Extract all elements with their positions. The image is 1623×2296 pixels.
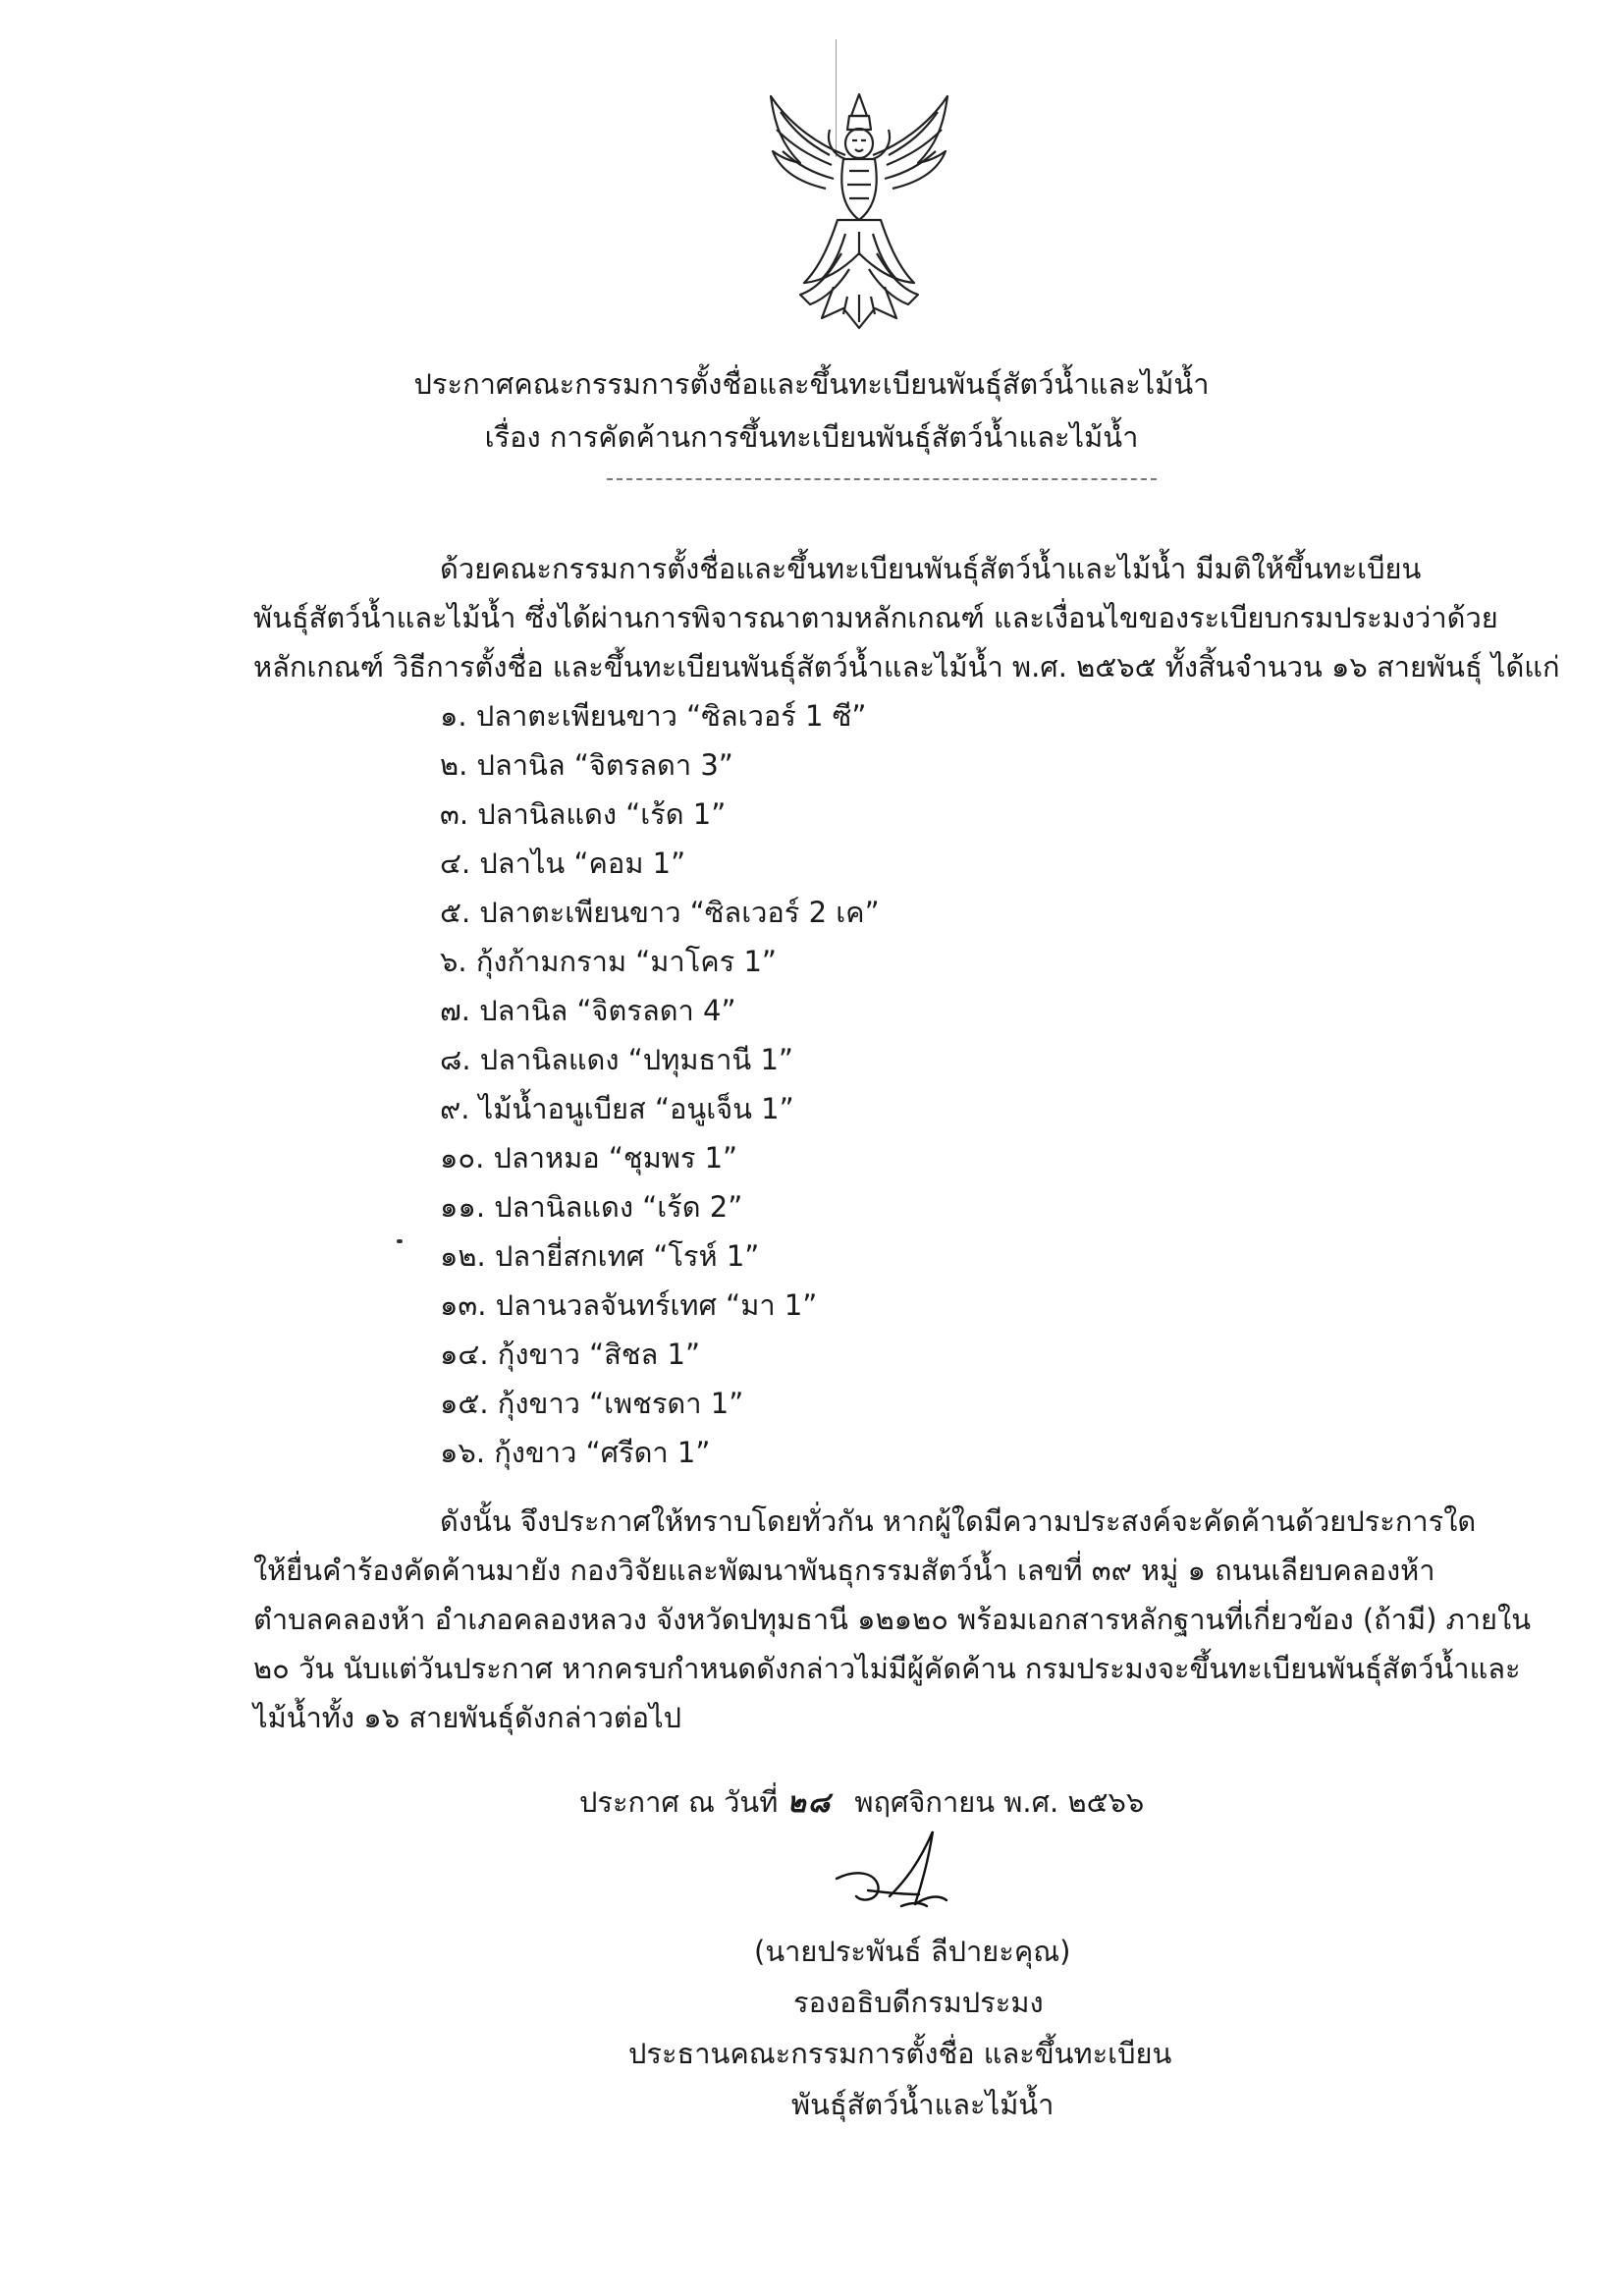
species-item: ๑๕. กุ้งขาว “เพชรดา 1” [440, 1387, 744, 1420]
species-item: ๑๐. ปลาหมอ “ชุมพร 1” [440, 1141, 738, 1175]
species-item: ๒. ปลานิล “จิตรลดา 3” [440, 748, 733, 782]
intro-line-3: หลักเกณฑ์ วิธีการตั้งชื่อ และขึ้นทะเบียนพันธุ์สัตว์น้ำและไม้น้ำ พ.ศ. ๒๕๖๕ ทั้งสิ้นจำนวน ๑๖ สายพันธุ์ ได้แก่ [253, 650, 1560, 683]
species-item: ๕. ปลาตะเพียนขาว “ซิลเวอร์ 2 เค” [440, 896, 880, 929]
conclusion-line-5: ไม้น้ำทั้ง ๑๖ สายพันธุ์ดังกล่าวต่อไป [253, 1701, 682, 1734]
species-item: ๖. กุ้งก้ามกราม “มาโคร 1” [440, 945, 777, 978]
conclusion-line-1: ดังนั้น จึงประกาศให้ทราบโดยทั่วกัน หากผู้ใดมีความประสงค์จะคัดค้านด้วยประการใด [440, 1504, 1477, 1538]
signatory-name: (นายประพันธ์ ลีปายะคุณ) [754, 1935, 1071, 1968]
species-item: ๗. ปลานิล “จิตรลดา 4” [440, 994, 736, 1027]
intro-line-2: พันธุ์สัตว์น้ำและไม้น้ำ ซึ่งได้ผ่านการพิจารณาตามหลักเกณฑ์ และเงื่อนไขของระเบียบกรมประมงว่าด้วย [253, 601, 1498, 634]
intro-line-1: ด้วยคณะกรรมการตั้งชื่อและขึ้นทะเบียนพันธุ์สัตว์น้ำและไม้น้ำ มีมติให้ขึ้นทะเบียน [440, 552, 1422, 585]
species-item: ๑๒. ปลายี่สกเทศ “โรห์ 1” [440, 1239, 760, 1273]
signatory-position-2: ประธานคณะกรรมการตั้งชื่อ และขึ้นทะเบียน [628, 2037, 1172, 2070]
conclusion-line-2: ให้ยื่นคำร้องคัดค้านมายัง กองวิจัยและพัฒนาพันธุกรรมสัตว์น้ำ เลขที่ ๓๙ หมู่ ๑ ถนนเลียบคลองห้า [253, 1554, 1435, 1587]
handwritten-signature [817, 1812, 974, 1940]
garuda-emblem [761, 86, 957, 332]
species-item: ๑๓. ปลานวลจันทร์เทศ “มา 1” [440, 1288, 818, 1322]
species-item: ๑๖. กุ้งขาว “ศรีดา 1” [440, 1436, 711, 1469]
scan-speck [397, 1239, 403, 1243]
announcement-title: ประกาศคณะกรรมการตั้งชื่อและขึ้นทะเบียนพันธุ์สัตว์น้ำและไม้น้ำ [413, 367, 1210, 401]
date-rest: พฤศจิกายน พ.ศ. ๒๕๖๖ [854, 1785, 1145, 1819]
species-item: ๑๔. กุ้งขาว “สิชล 1” [440, 1338, 700, 1371]
date-day: ๒๘ [786, 1785, 833, 1819]
conclusion-line-4: ๒๐ วัน นับแต่วันประกาศ หากครบกำหนดดังกล่าวไม่มีผู้คัดค้าน กรมประมงจะขึ้นทะเบียนพันธุ์สัตว์น้ำและ [253, 1652, 1521, 1685]
signatory-position-3: พันธุ์สัตว์น้ำและไม้น้ำ [791, 2088, 1055, 2121]
species-item: ๔. ปลาไน “คอม 1” [440, 847, 686, 880]
species-item: ๙. ไม้น้ำอนูเบียส “อนูเจ็น 1” [440, 1092, 794, 1125]
date-prefix: ประกาศ ณ วันที่ [579, 1785, 779, 1819]
announcement-subject: เรื่อง การคัดค้านการขึ้นทะเบียนพันธุ์สัตว์น้ำและไม้น้ำ [484, 420, 1139, 454]
species-item: ๑๑. ปลานิลแดง “เร้ด 2” [440, 1190, 743, 1224]
conclusion-line-3: ตำบลคลองห้า อำเภอคลองหลวง จังหวัดปทุมธานี ๑๒๑๒๐ พร้อมเอกสารหลักฐานที่เกี่ยวข้อง (ถ้ามี) ภายใน [253, 1603, 1532, 1636]
signatory-position-1: รองอธิบดีกรมประมง [793, 1986, 1044, 2019]
species-item: ๓. ปลานิลแดง “เร้ด 1” [440, 797, 727, 831]
species-item: ๘. ปลานิลแดง “ปทุมธานี 1” [440, 1043, 793, 1076]
species-item: ๑. ปลาตะเพียนขาว “ซิลเวอร์ 1 ซี” [440, 699, 867, 733]
title-divider [607, 478, 1157, 480]
